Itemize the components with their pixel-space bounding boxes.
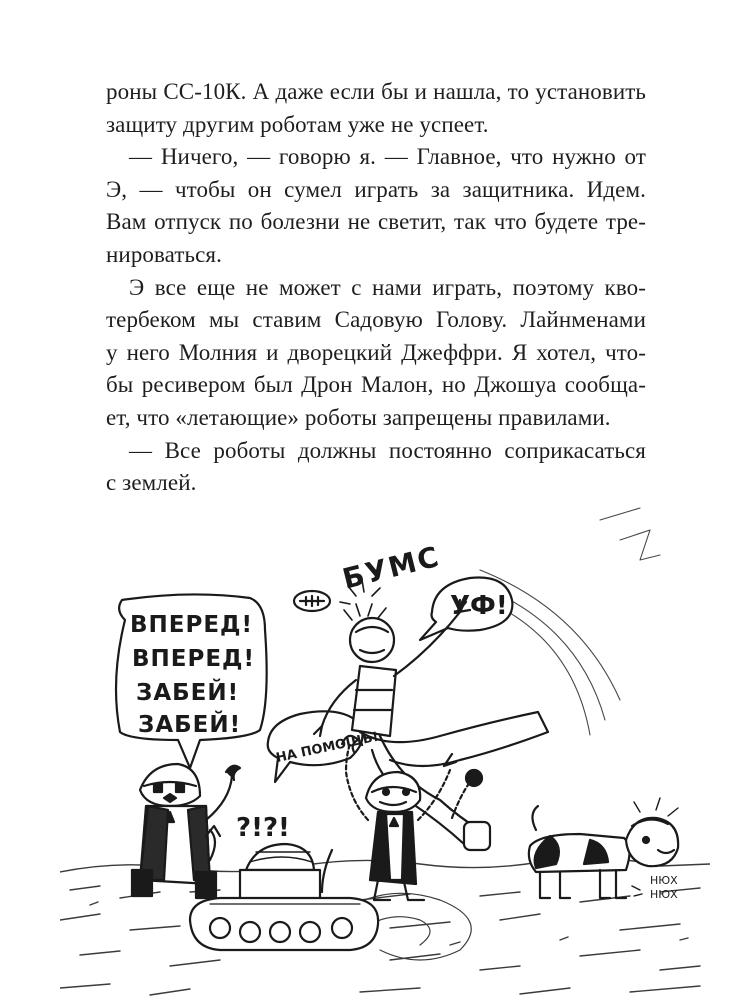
text-line: ет, что «летающие» роботы запрещены правилами.: [106, 404, 611, 430]
paragraph-3: [106, 272, 646, 435]
cheer-line: ВПЕРЕД!: [132, 646, 256, 672]
text-line: Э все еще не может с нами играть, поэтому кво-: [129, 274, 646, 300]
text-line: — Все роботы должны постоянно соприкасаться: [129, 437, 646, 463]
confused-sound-effect: ?!?!: [236, 813, 290, 843]
bums-sound-effect: БУМС: [339, 539, 444, 596]
text-line: нироваться.: [106, 241, 222, 267]
text-line: — Ничего, — говорю я. — Главное, что нужно от: [129, 144, 646, 170]
text-line: бы ресивером был Дрон Малон, но Джошуа сообща-: [106, 372, 646, 398]
body-text: [106, 76, 646, 500]
text-line: с землей.: [106, 470, 197, 496]
text-line: роны СС-10К. А даже если бы и нашла, то установить: [106, 79, 646, 104]
butler-robot: [132, 764, 240, 898]
text-line: у него Молния и дворецкий Джеффри. Я хотел, что-: [106, 339, 646, 365]
paragraph-1: [106, 76, 646, 141]
tank-robot: [190, 826, 378, 950]
motion-lines: [480, 508, 660, 735]
robot-football-illustration: [60, 500, 710, 1000]
cheer-line: ВПЕРЕД!: [130, 612, 254, 638]
sniff-marks: [632, 886, 642, 896]
text-line: защиту другим роботам уже не успеет.: [106, 111, 489, 137]
paragraph-2: [106, 141, 646, 271]
help-bubble-text: НА ПОМОЩЬ!: [274, 729, 380, 767]
paragraph-4: [106, 435, 646, 500]
uf-bubble-text: УФ!: [450, 591, 508, 621]
text-line: тербеком мы ставим Садовую Голову. Лайнменами: [106, 307, 646, 333]
sniff-sound-effect: НЮХ: [650, 874, 678, 887]
text-line: Э, — чтобы он сумел играть за защитника. Идем.: [106, 176, 646, 202]
cheer-line: ЗАБЕЙ!: [138, 712, 242, 738]
football-icon: [294, 591, 330, 611]
text-line: Вам отпуск по болезни не светит, так что будете тре-: [106, 209, 646, 235]
cheer-line: ЗАБЕЙ!: [136, 680, 240, 706]
sniff-sound-effect: НЮХ: [650, 888, 678, 901]
